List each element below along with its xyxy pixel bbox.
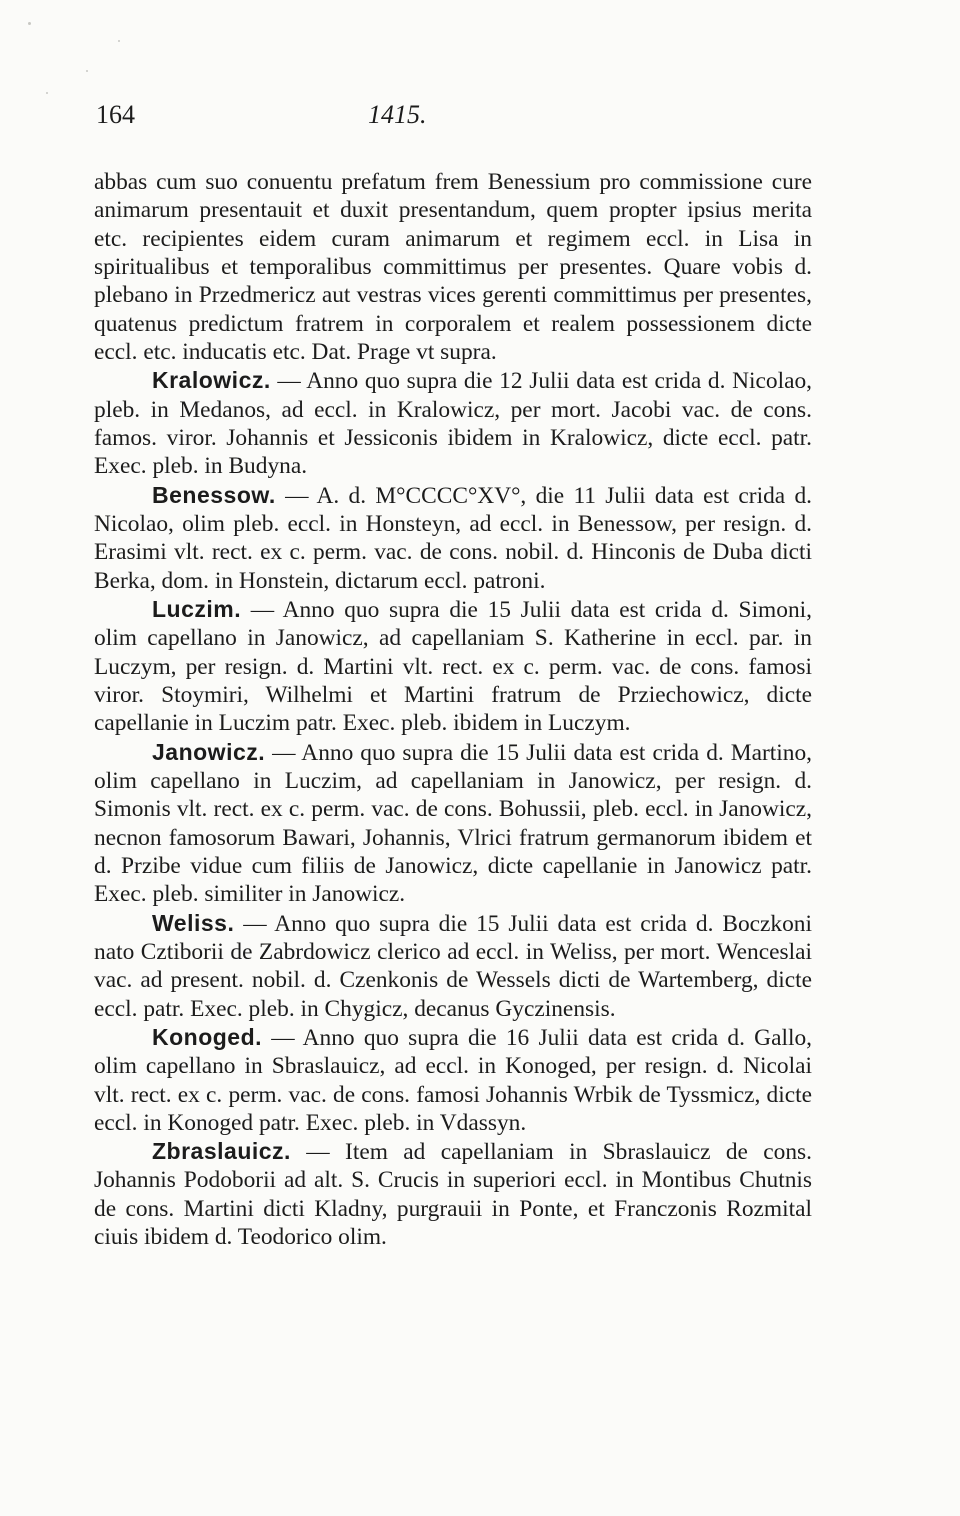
entry-place-heading: Janowicz.	[152, 738, 266, 765]
entry-text: — A. d. M°CCCC°XV°, die 11 Julii data est crida d. Nicolao, olim pleb. eccl. in Honsteyn, ad eccl. in Benessow, per resign. d. Erasimi vlt. rect. ex c. perm. vac. de cons. nobil. d. Hinconis de Duba dicti Berka, dom. in Honstein, dictarum eccl. patroni.	[94, 482, 812, 594]
entry-text: — Item ad capellaniam in Sbraslauicz de cons. Johannis Podoborii ad alt. S. Crucis in superiori eccl. in Montibus Chutnis de cons. Martini dicti Kladny, purgrauii in Ponte, et Franczonis Rozmital ciuis ibidem d. Teodorico olim.	[94, 1139, 812, 1251]
entry-place-heading: Luczim.	[152, 595, 242, 622]
entry-text: — Anno quo supra die 15 Julii data est crida d. Martino, olim capellano in Luczim, ad capellaniam in Janowicz, per resign. d. Simonis vlt. rect. ex c. perm. vac. de cons. Bohussii, pleb. eccl. in Janowicz, necnon famosorum Bawari, Johannis, Vlrici fratrum germanorum ibidem et d. Przibe vidue cum filiis de Janowicz, dicte capellanie in Janowicz patr. Exec. pleb. similiter in Janowicz.	[94, 739, 812, 908]
entry-benessow	[94, 481, 812, 595]
page-number: 164	[96, 100, 135, 129]
entry-place-heading: Benessow.	[152, 481, 276, 508]
entry-place-heading: Zbraslauicz.	[152, 1138, 291, 1165]
entry-janowicz	[94, 738, 812, 909]
continued-paragraph: abbas cum suo conuentu prefatum frem Benessium pro commissione cure animarum presentauit et duxit presentandum, quem propter ipsius merita etc. recipientes eidem curam animarum et regimem eccl. in Lisa in spiritualibus et temporalibus committimus per presentes. Quare vobis d. plebano in Przedmericz aut vestras vices gerenti committimus per presentes, quatenus predictum fratrem in corporalem et realem possessionem dicte eccl. etc. inducatis etc. Dat. Prage vt supra.	[94, 169, 812, 365]
entry-text: — Anno quo supra die 15 Julii data est crida d. Simoni, olim capellano in Janowicz, ad capellaniam S. Katherine in eccl. par. in Luczym, per resign. d. Martini vlt. rect. ex c. perm. vac. de cons. famosi viror. Stoymiri, Wilhelmi et Martini fratrum de Prziechowicz, dicte capellanie in Luczim patr. Exec. pleb. ibidem in Luczym.	[94, 596, 812, 737]
entry-place-heading: Weliss.	[152, 909, 235, 936]
entry-konoged	[94, 1023, 812, 1137]
paper-speck	[46, 92, 48, 94]
paper-speck	[118, 40, 120, 42]
entry-zbraslauicz	[94, 1137, 812, 1251]
entry-text: — Anno quo supra die 12 Julii data est crida d. Nicolao, pleb. in Medanos, ad eccl. in Kralowicz, per mort. Jacobi vac. de cons. famos. viror. Johannis et Jessiconis ibidem in Kralowicz, dicte eccl. patr. Exec. pleb. in Budyna.	[94, 368, 812, 480]
running-header	[94, 100, 810, 140]
entry-place-heading: Kralowicz.	[152, 367, 271, 394]
paper-speck	[28, 22, 31, 25]
paper-speck	[86, 70, 88, 72]
entry-kralowicz	[94, 366, 812, 480]
entry-weliss	[94, 909, 812, 1023]
entry-place-heading: Konoged.	[152, 1023, 263, 1050]
entry-text: — Anno quo supra die 16 Julii data est crida d. Gallo, olim capellano in Sbraslauicz, ad eccl. in Konoged, per resign. d. Nicolai vlt. rect. ex c. perm. vac. de cons. famosi Johannis Wrbik de Tyssmicz, dicte eccl. in Konoged patr. Exec. pleb. in Vdassyn.	[94, 1024, 812, 1136]
running-title-year: 1415.	[368, 100, 427, 129]
entry-text: — Anno quo supra die 15 Julii data est crida d. Boczkoni nato Cztiborii de Zabrdowicz clerico ad eccl. in Weliss, per mort. Wenceslai vac. ad present. nobil. d. Czenkonis de Wessels dicti de Wartemberg, dicte eccl. patr. Exec. pleb. in Chygicz, decanus Gyczinensis.	[94, 910, 812, 1022]
entry-luczim	[94, 595, 812, 738]
text-body	[94, 168, 812, 1251]
